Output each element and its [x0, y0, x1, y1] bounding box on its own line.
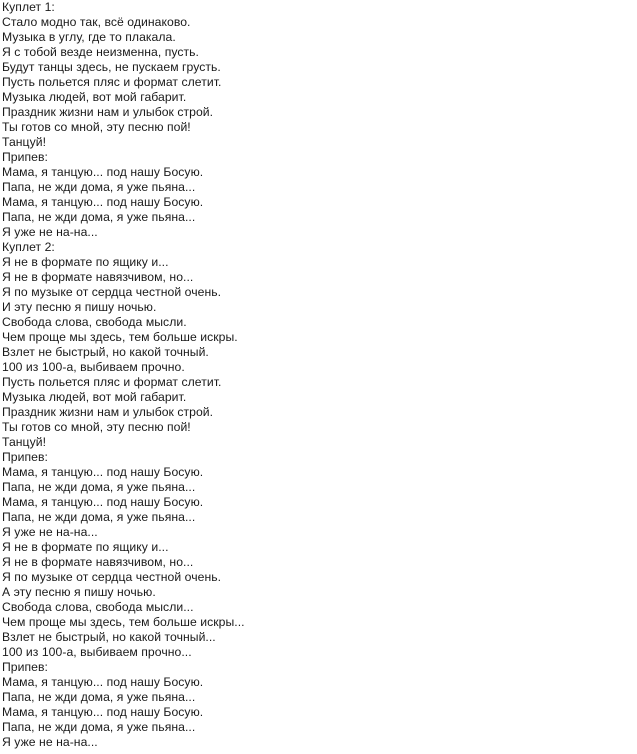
lyric-line: Мама, я танцую... под нашу Босую. — [2, 465, 204, 479]
lyric-line: Папа, не жди дома, я уже пьяна... — [2, 690, 196, 704]
lyric-line: Чем проще мы здесь, тем больше искры. — [2, 330, 238, 344]
lyric-line: Праздник жизни нам и улыбок строй. — [2, 105, 214, 119]
lyric-line: Куплет 1: — [2, 0, 55, 14]
lyric-line: Я не в формате по ящику и... — [2, 540, 169, 554]
lyric-line: Праздник жизни нам и улыбок строй. — [2, 405, 214, 419]
lyric-line: Я по музыке от сердца честной очень. — [2, 570, 222, 584]
lyric-line: Я уже не на-на... — [2, 525, 98, 539]
lyric-line: Мама, я танцую... под нашу Босую. — [2, 495, 204, 509]
lyric-line: Мама, я танцую... под нашу Босую. — [2, 195, 204, 209]
lyric-line: Музыка в углу, где то плакала. — [2, 30, 176, 44]
lyric-line: Я не в формате по ящику и... — [2, 255, 169, 269]
lyric-line: Музыка людей, вот мой габарит. — [2, 90, 187, 104]
lyric-line: Танцуй! — [2, 135, 47, 149]
lyric-line: Мама, я танцую... под нашу Босую. — [2, 675, 204, 689]
lyric-line: 100 из 100-а, выбиваем прочно. — [2, 360, 185, 374]
lyric-line: Куплет 2: — [2, 240, 55, 254]
lyric-line: Ты готов со мной, эту песню пой! — [2, 120, 191, 134]
lyric-line: Будут танцы здесь, не пускаем грусть. — [2, 60, 221, 74]
lyric-line: Папа, не жди дома, я уже пьяна... — [2, 510, 196, 524]
lyric-line: Мама, я танцую... под нашу Босую. — [2, 165, 204, 179]
lyric-line: И эту песню я пишу ночью. — [2, 300, 157, 314]
lyric-line: Папа, не жди дома, я уже пьяна... — [2, 480, 196, 494]
lyric-line: Папа, не жди дома, я уже пьяна... — [2, 720, 196, 734]
lyric-line: Припев: — [2, 660, 48, 674]
lyric-line: Папа, не жди дома, я уже пьяна... — [2, 210, 196, 224]
lyric-line: Свобода слова, свобода мысли... — [2, 600, 194, 614]
lyric-line: Я не в формате навязчивом, но... — [2, 270, 194, 284]
lyric-line: Я по музыке от сердца честной очень. — [2, 285, 222, 299]
lyric-line: 100 из 100-а, выбиваем прочно... — [2, 645, 192, 659]
lyric-line: Я уже не на-на... — [2, 225, 98, 239]
lyric-line: Взлет не быстрый, но какой точный... — [2, 630, 216, 644]
lyric-line: Ты готов со мной, эту песню пой! — [2, 420, 191, 434]
lyric-line: Музыка людей, вот мой габарит. — [2, 390, 187, 404]
lyric-line: Папа, не жди дома, я уже пьяна... — [2, 180, 196, 194]
lyric-line: Взлет не быстрый, но какой точный. — [2, 345, 209, 359]
lyric-line: А эту песню я пишу ночью. — [2, 585, 156, 599]
lyric-line: Чем проще мы здесь, тем больше искры... — [2, 615, 245, 629]
lyric-line: Пусть польется пляс и формат слетит. — [2, 75, 222, 89]
lyric-line: Свобода слова, свобода мысли. — [2, 315, 187, 329]
lyric-line: Припев: — [2, 450, 48, 464]
lyric-line: Стало модно так, всё одинаково. — [2, 15, 191, 29]
lyric-line: Мама, я танцую... под нашу Босую. — [2, 705, 204, 719]
lyric-line: Танцуй! — [2, 435, 47, 449]
lyric-line: Я с тобой везде неизменна, пусть. — [2, 45, 199, 59]
lyric-line: Я уже не на-на... — [2, 735, 98, 749]
lyrics-text-block — [2, 0, 245, 750]
lyric-line: Я не в формате навязчивом, но... — [2, 555, 194, 569]
lyric-line: Припев: — [2, 150, 48, 164]
lyric-line: Пусть польется пляс и формат слетит. — [2, 375, 222, 389]
